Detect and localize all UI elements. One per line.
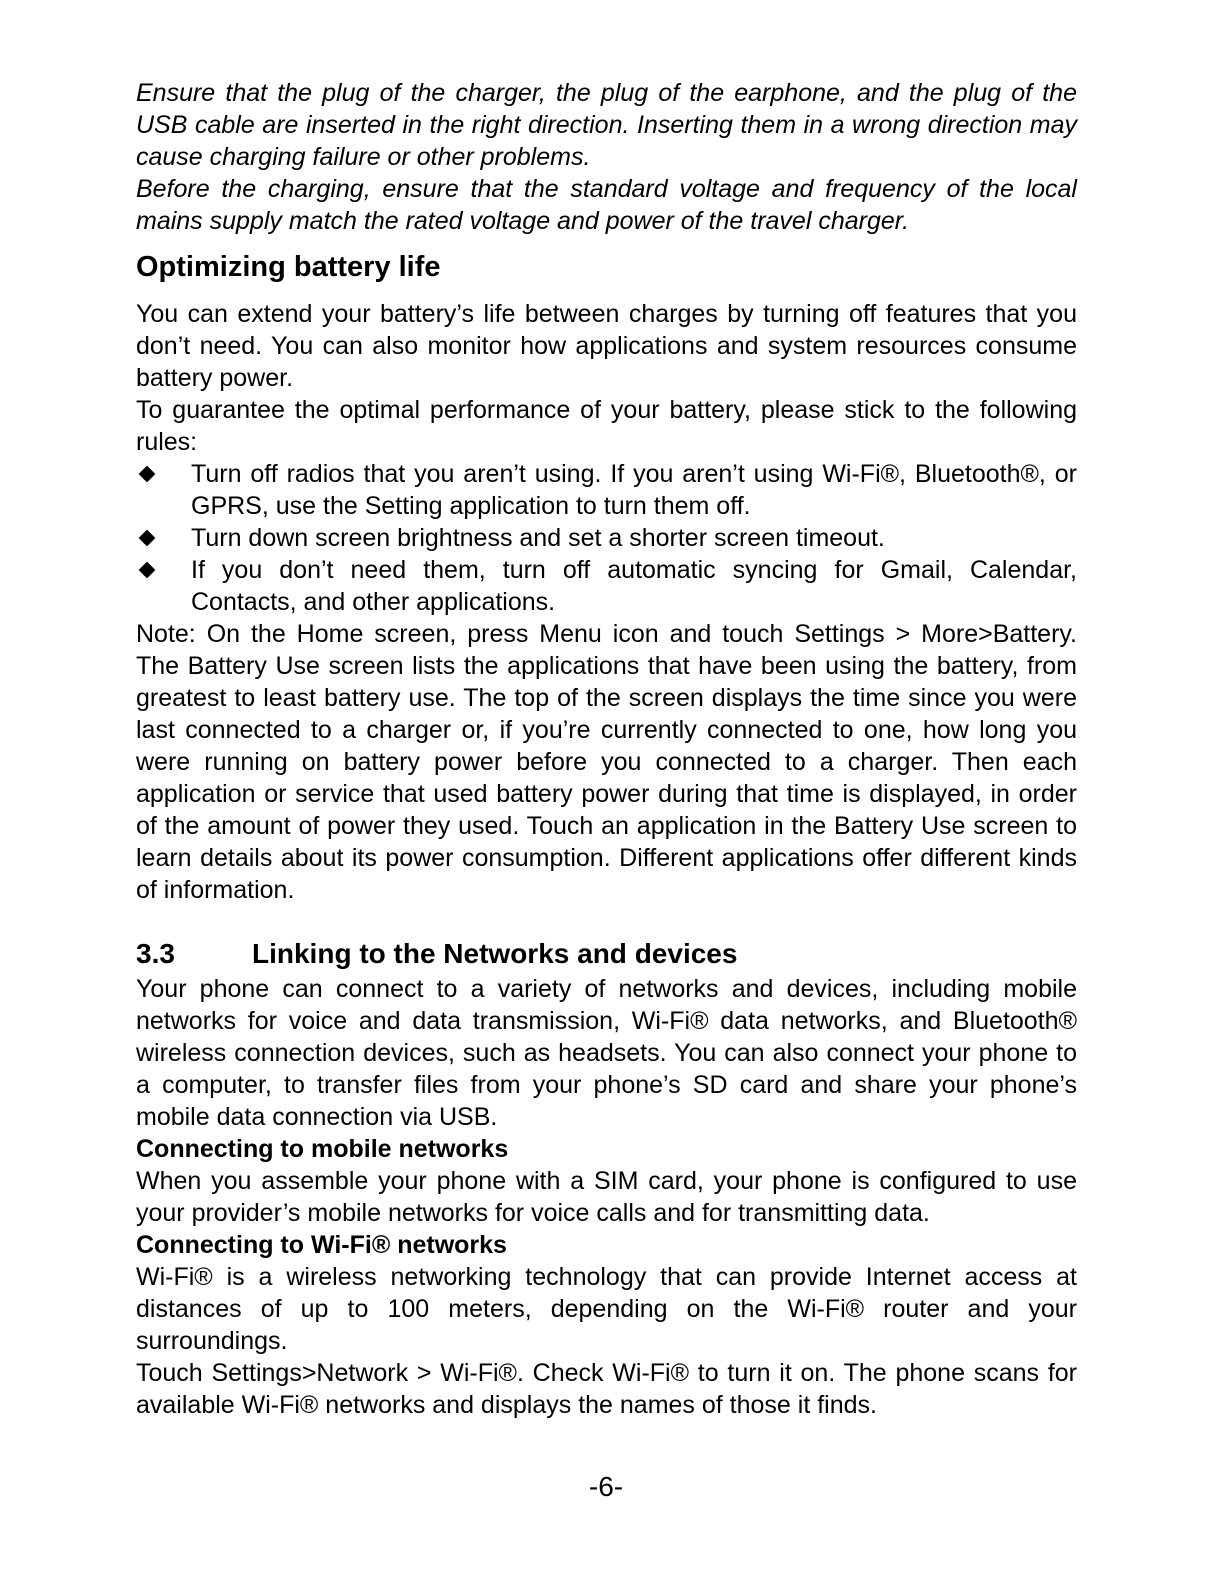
section-heading [136,938,1077,970]
battery-note: Note: On the Home screen, press Menu icon and touch Settings > More>Battery. The Battery Use screen lists the applications that have been using the battery, from greatest to least battery use. The top of the screen displays the time since you were last connected to a charger or, if you’re currently connected to one, how long you were running on battery power before you connected to a charger. Then each application or service that used battery power during that time is displayed, in order of the amount of power they used. Touch an application in the Battery Use screen to learn details about its power consumption. Different applications offer different kinds of information. [136,620,1077,904]
diamond-bullet-icon [139,562,156,579]
list-item: Turn down screen brightness and set a shorter screen timeout. [136,522,1077,554]
wifi-paragraph: Wi-Fi® is a wireless networking technology that can provide Internet access at distances of up to 100 meters, depending on the Wi-Fi® router and your surroundings. [136,1263,1077,1355]
mobile-networks-paragraph: When you assemble your phone with a SIM card, your phone is configured to use your provider’s mobile networks for voice calls and for transmitting data. [136,1167,1077,1227]
battery-paragraph: You can extend your battery’s life between charges by turning off features that you don’t need. You can also monitor how applications and system resources consume battery power. [136,300,1077,392]
battery-rules-intro: To guarantee the optimal performance of your battery, please stick to the following rules: [136,396,1077,456]
list-item: If you don’t need them, turn off automatic syncing for Gmail, Calendar, Contacts, and other applications. [136,554,1077,618]
battery-heading: Optimizing battery life [136,251,441,283]
charger-plug-note: Ensure that the plug of the charger, the plug of the earphone, and the plug of the USB cable are inserted in the right direction. Inserting them in a wrong direction may cause charging failure or other problems. [136,79,1077,171]
list-item: Turn off radios that you aren’t using. If you aren’t using Wi-Fi®, Bluetooth®, or GPRS, use the Setting application to turn them off. [136,458,1077,522]
section-number: 3.3 [136,938,175,969]
battery-rules-list [136,458,1077,618]
diamond-bullet-icon [139,466,156,483]
diamond-bullet-icon [139,530,156,547]
section-title: Linking to the Networks and devices [252,938,738,969]
page-body [136,77,1077,1421]
voltage-note: Before the charging, ensure that the standard voltage and frequency of the local mains supply match the rated voltage and power of the travel charger. [136,175,1077,235]
wifi-heading: Connecting to Wi-Fi® networks [136,1231,507,1259]
networks-paragraph: Your phone can connect to a variety of networks and devices, including mobile networks for voice and data transmission, Wi-Fi® data networks, and Bluetooth® wireless connection devices, such as headsets. You can also connect your phone to a computer, to transfer files from your phone’s SD card and share your phone’s mobile data connection via USB. [136,975,1077,1131]
page-number: -6- [588,1471,624,1502]
wifi-instructions: Touch Settings>Network > Wi-Fi®. Check Wi-Fi® to turn it on. The phone scans for available Wi-Fi® networks and displays the names of those it finds. [136,1359,1077,1419]
mobile-networks-heading: Connecting to mobile networks [136,1135,509,1163]
